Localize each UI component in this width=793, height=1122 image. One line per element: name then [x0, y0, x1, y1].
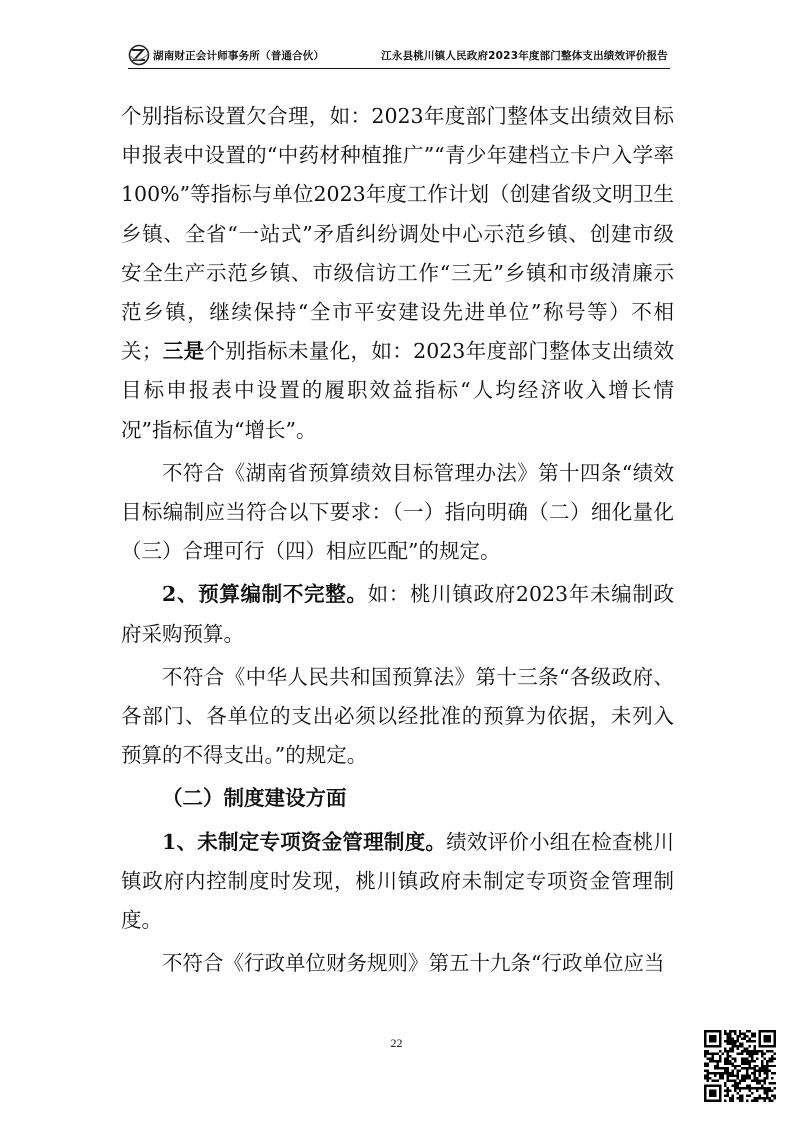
document-body	[121, 97, 674, 983]
bold-marker-three: 三是	[162, 339, 205, 364]
gz-logo-icon	[128, 44, 150, 66]
paragraph-2: 不符合《湖南省预算绩效目标管理办法》第十四条“绩效目标编制应当符合以下要求：（一）指向明确（二）细化量化（三）合理可行（四）相应匹配”的规定。	[121, 460, 674, 564]
header-divider	[128, 68, 670, 69]
qr-code-icon	[704, 1030, 776, 1102]
issue-heading-budget: 2、预算编制不完整。	[162, 582, 368, 607]
page-number: 22	[390, 1036, 403, 1050]
paragraph-6: 不符合《行政单位财务规则》第五十九条“行政单位应当	[162, 951, 665, 976]
paragraph-4: 不符合《中华人民共和国预算法》第十三条“各级政府、各部门、各单位的支出必须以经批准的预算为依据，未列入预算的不得支出。”的规定。	[121, 664, 674, 768]
issue-heading-fund: 1、未制定专项资金管理制度。	[162, 829, 447, 854]
paragraph-1: 个别指标设置欠合理，如：2023年度部门整体支出绩效目标申报表中设置的“中药材种植推广”“青少年建档立卡户入学率100%”等指标与单位2023年度工作计划（创建省级文明卫生乡镇、全省“一站式”矛盾纠纷调处中心示范乡镇、创建市级安全生产示范乡镇、市级信访工作“三无”乡镇和市级清廉示范乡镇，继续保持“全市平安建设先进单位”称号等）不相关；三是个别指标未量化，如：2023年度部门整体支出绩效目标申报表中设置的履职效益指标“人均经济收入增长情况”指标值为“增长”。	[121, 104, 675, 442]
page-header	[128, 44, 668, 68]
report-title: 江永县桃川镇人民政府2023年度部门整体支出绩效评价报告	[381, 50, 668, 62]
paragraph-5: 1、未制定专项资金管理制度。绩效评价小组在检查桃川镇政府内控制度时发现，桃川镇政府未制定专项资金管理制度。	[121, 829, 674, 933]
paragraph-3: 2、预算编制不完整。如：桃川镇政府2023年未编制政府采购预算。	[121, 582, 675, 646]
section-heading-system: （二）制度建设方面	[162, 786, 347, 811]
firm-name: 湖南财正会计师事务所（普通合伙）	[153, 50, 325, 62]
